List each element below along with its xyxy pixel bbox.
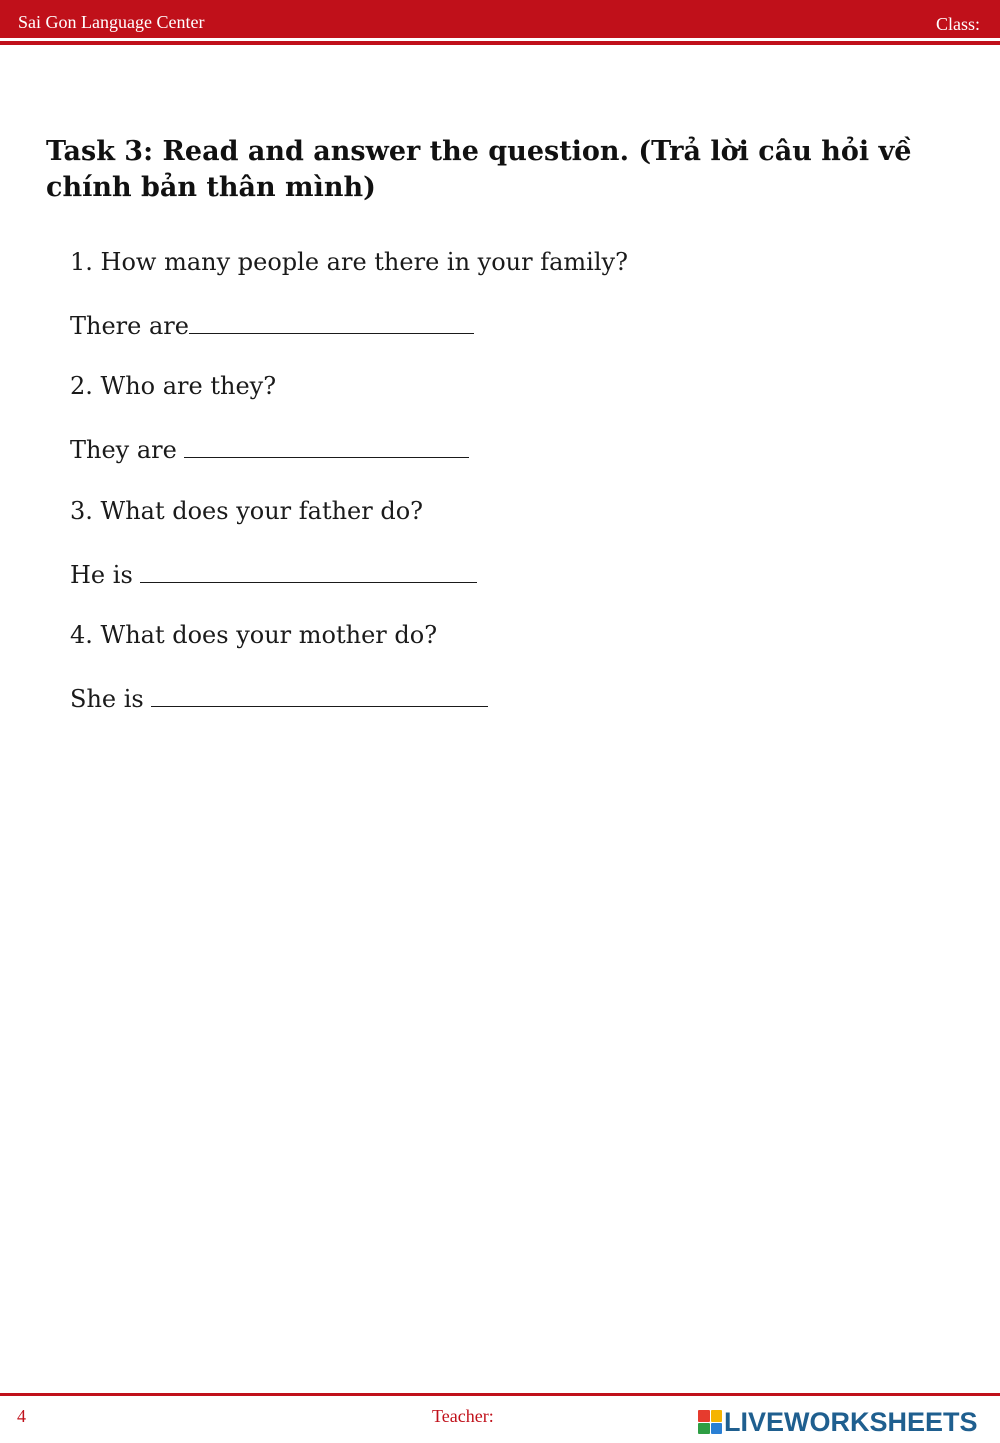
header-band — [0, 0, 1000, 38]
brand-name: LIVEWORKSHEETS — [724, 1406, 978, 1437]
page-number: 4 — [17, 1406, 26, 1426]
question-2: 2. Who are they? — [70, 372, 277, 400]
teacher-label: Teacher: — [432, 1406, 494, 1426]
answer-prefix-4: She is — [70, 685, 152, 713]
answer-prefix-3: He is — [70, 561, 141, 589]
header-divider — [0, 41, 1000, 45]
question-1: 1. How many people are there in your family? — [70, 248, 628, 276]
answer-line-2 — [70, 433, 469, 465]
footer-divider — [0, 1393, 1000, 1396]
liveworksheets-brand[interactable] — [698, 1404, 978, 1440]
class-label: Class: — [935, 14, 980, 34]
task-title: Task 3: Read and answer the question. (Trả lời câu hỏi về chính bản thân mình) — [46, 136, 912, 203]
answer-blank-4[interactable] — [151, 682, 488, 707]
answer-line-4 — [70, 682, 488, 714]
answer-blank-1[interactable] — [189, 309, 474, 334]
question-4: 4. What does your mother do? — [70, 621, 438, 649]
question-3: 3. What does your father do? — [70, 497, 424, 525]
answer-prefix-2: They are — [70, 436, 185, 464]
answer-line-1 — [70, 309, 474, 341]
answer-blank-2[interactable] — [184, 433, 469, 458]
school-name: Sai Gon Language Center — [18, 12, 205, 32]
answer-prefix-1: There are — [70, 312, 189, 340]
answer-blank-3[interactable] — [140, 558, 477, 583]
answer-line-3 — [70, 558, 477, 590]
liveworksheets-logo-icon — [698, 1410, 722, 1434]
